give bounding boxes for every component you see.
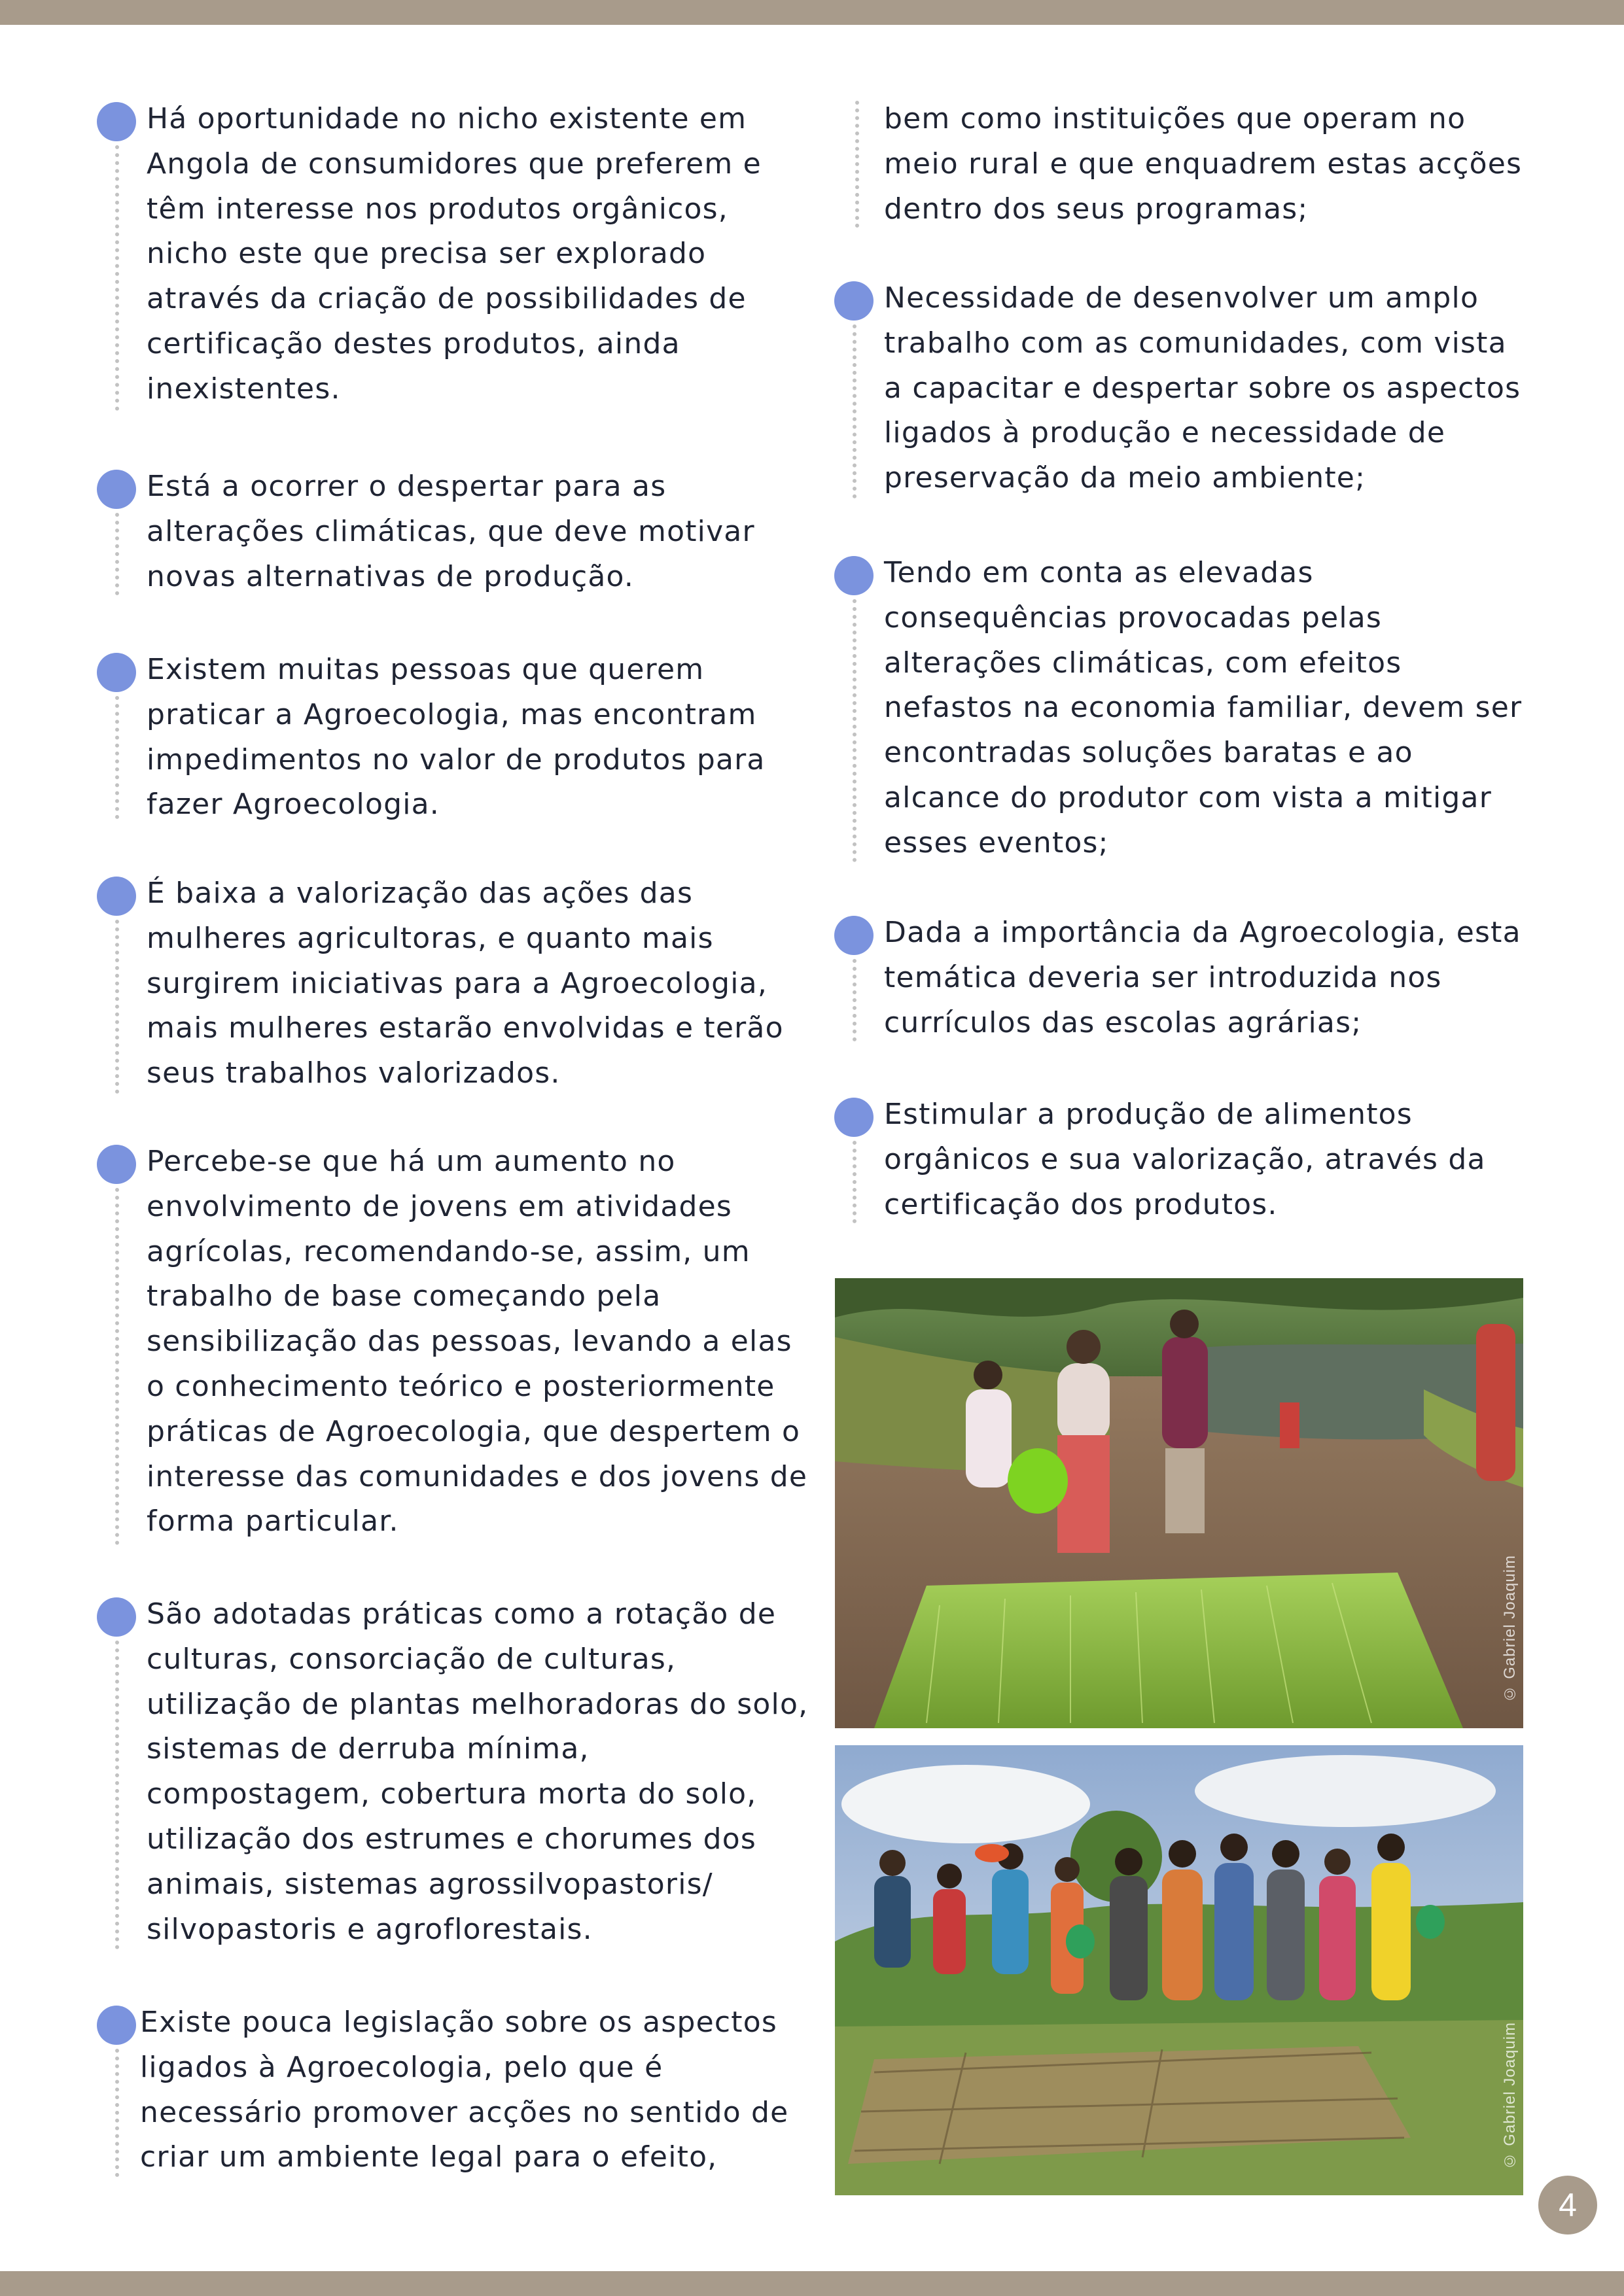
dotted-connector (855, 101, 859, 228)
dotted-connector (853, 959, 856, 1041)
photo-group-image (835, 1745, 1523, 2195)
bullet-text: É baixa a valorização das ações das mulheres agricultoras, e quanto mais surgirem iniciativas para a Agroecologia, mais mulheres estarão envolvidas e terão seus trabalhos valorizados. (147, 877, 784, 1090)
bullet-dot-icon (97, 877, 136, 916)
bullet-item (97, 1592, 810, 1949)
bullet-item (97, 871, 810, 1094)
bullet-dot-icon (97, 102, 136, 141)
bullet-item (97, 2000, 810, 2177)
photo-community-group (835, 1745, 1523, 2195)
bullet-dot-icon (834, 1098, 874, 1137)
bullet-dot-icon (97, 653, 136, 692)
bullet-text: Necessidade de desenvolver um amplo trabalho com as comunidades, com vista a capacitar e despertar sobre os aspectos ligados à produção e necessidade de preservação da meio ambiente; (884, 281, 1521, 495)
dotted-connector (853, 324, 856, 498)
bullet-text: Dada a importância da Agroecologia, esta temática deveria ser introduzida nos currículos das escolas agrárias; (884, 916, 1521, 1039)
bottom-band (0, 2271, 1624, 2296)
bullet-item (834, 276, 1528, 498)
photo-watering-image (835, 1278, 1523, 1728)
bullet-text: Está a ocorrer o despertar para as alterações climáticas, que deve motivar novas alternativas de produção. (147, 470, 755, 593)
bullet-dot-icon (97, 1597, 136, 1637)
dotted-connector (115, 513, 119, 595)
bullet-text: Estimular a produção de alimentos orgânicos e sua valorização, através da certificação dos produtos. (884, 1098, 1486, 1221)
photo-credit: © Gabriel Joaquim (1501, 1554, 1519, 1702)
bullet-text: São adotadas práticas como a rotação de culturas, consorciação de culturas, utilização de plantas melhoradoras do solo, sistemas de derruba mínima, compostagem, cobertura morta do solo, utilização dos estrumes e chorumes dos animais, sistemas agrossilvopastoris/ silvopastoris e agroflorestais. (147, 1597, 809, 1946)
page-number: 4 (1538, 2176, 1597, 2235)
bullet-text: Há oportunidade no nicho existente em Angola de consumidores que preferem e têm interesse nos produtos orgânicos, nicho este que precisa ser explorado através da criação de possibilidades de certificação destes produtos, ainda inexistentes. (147, 102, 762, 406)
bullet-text: Existem muitas pessoas que querem praticar a Agroecologia, mas encontram impedimentos no valor de produtos para fazer Agroecologia. (147, 653, 766, 822)
bullet-item (97, 97, 810, 411)
bullet-dot-icon (97, 1145, 136, 1184)
dotted-connector (853, 599, 856, 862)
bullet-dot-icon (834, 281, 874, 321)
photo-credit: © Gabriel Joaquim (1501, 2021, 1519, 2169)
dotted-connector (115, 1188, 119, 1545)
bullet-text: Existe pouca legislação sobre os aspectos ligados à Agroecologia, pelo que é necessário promover acções no sentido de criar um ambiente legal para o efeito, (140, 2006, 789, 2174)
dotted-connector (853, 1141, 856, 1223)
bullet-item (97, 1139, 810, 1545)
bullet-text: bem como instituições que operam no meio rural e que enquadrem estas acções dentro dos seus programas; (884, 102, 1523, 226)
bullet-dot-icon (834, 916, 874, 955)
bullet-item (834, 1092, 1528, 1223)
bullet-dot-icon (97, 470, 136, 509)
dotted-connector (115, 920, 119, 1094)
photo-watering-seedbed (835, 1278, 1523, 1728)
bullet-item (834, 911, 1528, 1041)
bullet-item (97, 464, 810, 595)
bullet-item (834, 551, 1528, 862)
bullet-continuation (834, 97, 1528, 228)
bullet-text: Tendo em conta as elevadas consequências provocadas pelas alterações climáticas, com efeitos nefastos na economia familiar, devem ser encontradas soluções baratas e ao alcance do produtor com vista a mitigar esses eventos; (884, 556, 1523, 860)
bullet-item (97, 648, 810, 822)
top-band (0, 0, 1624, 25)
dotted-connector (115, 145, 119, 411)
dotted-connector (115, 696, 119, 819)
bullet-dot-icon (97, 2006, 136, 2045)
bullet-dot-icon (834, 556, 874, 595)
dotted-connector (115, 1641, 119, 1949)
dotted-connector (115, 2049, 119, 2177)
bullet-text: Percebe-se que há um aumento no envolvimento de jovens em atividades agrícolas, recomendando-se, assim, um trabalho de base começando pela sensibilização das pessoas, levando a elas o conhecimento teórico e posteriormente práticas de Agroecologia, que despertem o interesse das comunidades e dos jovens de forma particular. (147, 1145, 808, 1539)
